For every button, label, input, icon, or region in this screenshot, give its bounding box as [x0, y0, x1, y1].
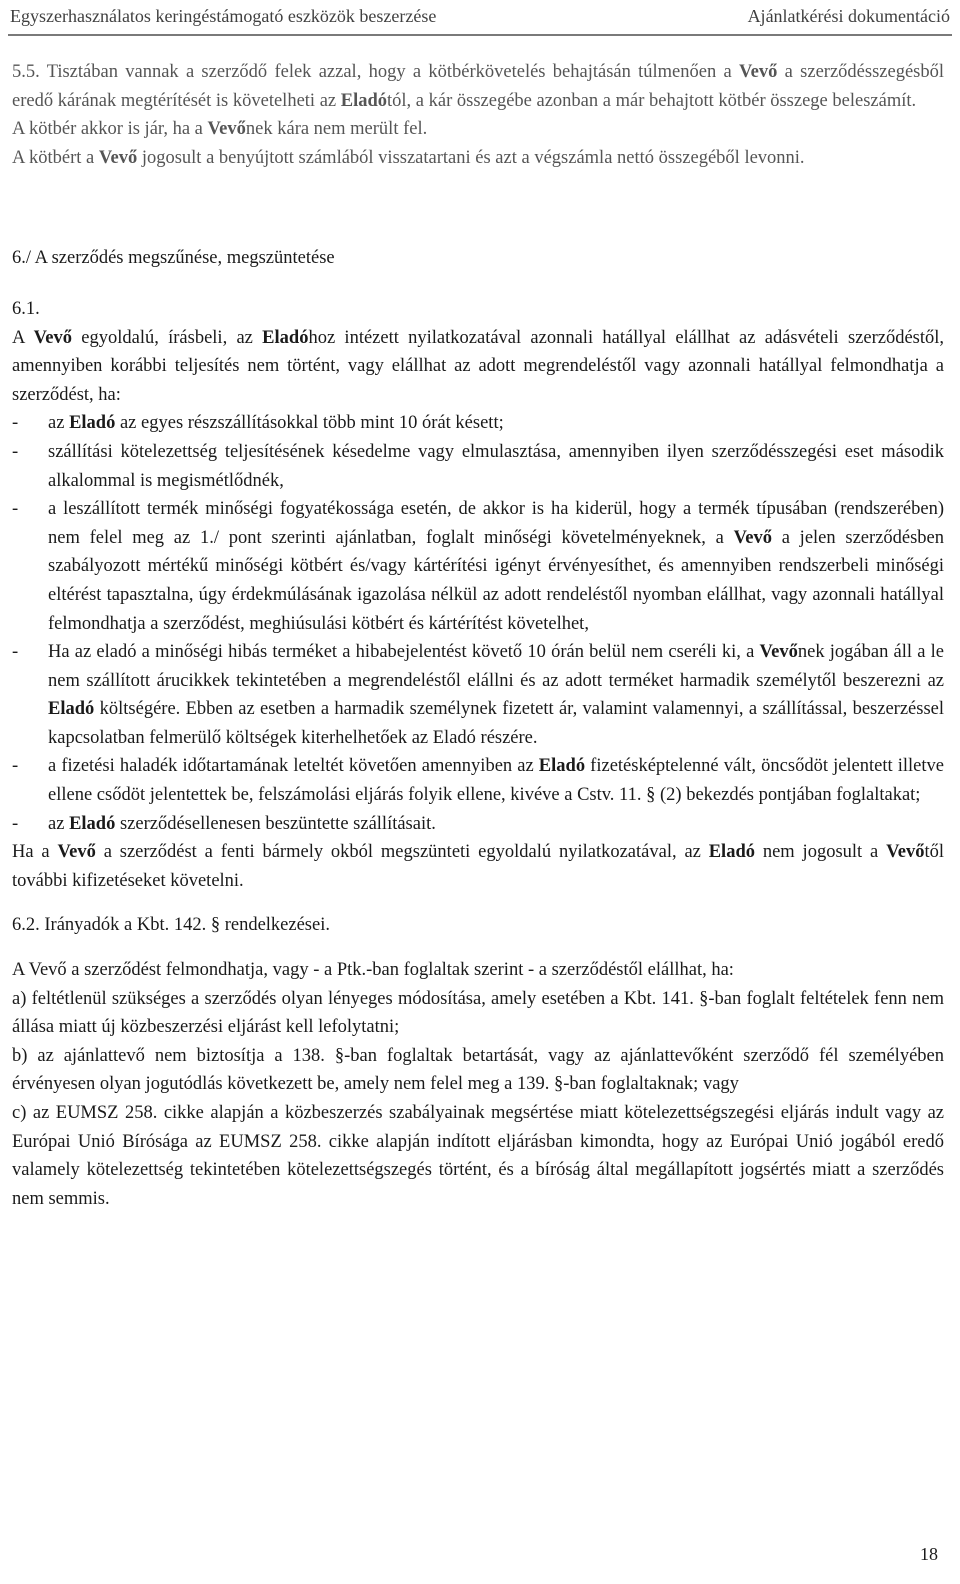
list-item: - az Eladó szerződésellenesen beszüntette szállításait. [12, 810, 944, 839]
section-6-1-number: 6.1. [12, 298, 40, 319]
list-item: - Ha az eladó a minőségi hibás terméket a hibabejelentést követő 10 órán belül nem cseréli ki, a Vevőnek jogában áll a le nem szállított árucikkek tekintetében a megrendeléstől elállni és az adott terméket harmadik személytől beszerezni az Eladó költségére. Ebben az esetben a harmadik személynek fizetett ár, valamint valamennyi, a szállítással, beszerzéssel kapcsolatban felmerülő költségek kiterhelhetőek az Eladó részére. [12, 638, 944, 752]
list-dash: - [12, 441, 19, 462]
list-dash: - [12, 756, 19, 777]
point-a: a) feltétlenül szükséges a szerződés olyan lényeges módosítása, amely esetében a Kbt. 141. §-ban foglalt feltételek fenn nem állása miatt új közbeszerzési eljárást kell lefolytatni; [12, 988, 944, 1038]
kotber-jar-text: A kötbér akkor is jár, ha a Vevőnek kára nem merült fel. [12, 119, 428, 140]
header-document-title: Egyszerhasználatos keringéstámogató eszközök beszerzése [10, 6, 437, 26]
point-b: b) az ajánlattevő nem biztosítja a 138. §-ban foglaltak betartását, vagy az ajánlattevőként szerződő fél személyében érvényesen olyan jogutódlás következett be, amely nem felel meg a 139. §-ban foglaltaknak; vagy [12, 1045, 944, 1095]
list-dash: - [12, 499, 19, 520]
list-dash: - [12, 813, 19, 834]
list-item: - a leszállított termék minőségi fogyatékossága esetén, de akkor is ha kiderül, hogy a termék típusában (rendszerében) nem felel meg az 1./ pont szerinti ajánlatban, foglalt minőségi követelményeknek, a Vevő a jelen szerződésben szabályozott mértékű minőségi kötbért és/vagy kártérítési igényt érvényesíthet, és amennyiben rendszerbeli minőségi eltérést tapasztalna, úgy érdekmúlásának igazolása nélkül az adott rendeléstől nyomban elállhat, vagy azonnali hatállyal felmondhatja a szerződést, meghiúsulási kötbért és kártérítést követelhet, [12, 495, 944, 638]
section-5-5 [12, 58, 944, 172]
list-dash: - [12, 642, 19, 663]
section-5-5-text: 5.5. Tisztában vannak a szerződő felek azzal, hogy a kötbérkövetelés behajtásán túlmenően a Vevő a szerződésszegésből eredő kárának megtérítését is követelheti az Eladótól, a kár összegébe azonban a már behajtott kötbér összege beleszámít. [12, 62, 944, 111]
list-dash: - [12, 413, 19, 434]
list-item: - az Eladó az egyes részszállításokkal több mint 10 órát késett; [12, 409, 944, 438]
section-6-1-intro: A Vevő egyoldalú, írásbeli, az Eladóhoz intézett nyilatkozatával azonnali hatállyal elállhat az adásvételi szerződéstől, amennyiben korábbi teljesítés nem történt, vagy elállhat az adott megrendeléstől vagy azonnali hatállyal felmondhatja a szerződést, ha: [12, 327, 945, 405]
section-6-1-closing: Ha a Vevő a szerződést a fenti bármely okból megszünteti egyoldalú nyilatkozatával, az Eladó nem jogosult a Vevőtől további kifizetéseket követelni. [12, 842, 944, 891]
page-header [8, 0, 952, 36]
list-item: - a fizetési haladék időtartamának leteltét követően amennyiben az Eladó fizetésképtelenné vált, öncsődöt jelentett illetve ellene csődöt jelentettek be, felszámolási eljárás folyik ellene, kivéve a Cstv. 11. § (2) bekezdés pontjában foglaltakat; [12, 752, 944, 809]
document-body [12, 58, 944, 1213]
header-divider [8, 34, 952, 36]
page-number: 18 [920, 1544, 938, 1564]
point-c: c) az EUMSZ 258. cikke alapján a közbeszerzés szabályainak megsértése miatt kötelezettségszegési eljárás indult vagy az Európai Unió Bírósága az EUMSZ 258. cikke alapján indított eljárásban kimondta, hogy az Európai Unió jogából eredő valamely kötelezettség tekintetében kötelezettségszegés történt, és a bíróság által megállapított jogsértés miatt a szerződés nem semmis. [12, 1103, 944, 1209]
section-6-title: 6./ A szerződés megszűnése, megszüntetése [12, 248, 335, 269]
list-item: - szállítási kötelezettség teljesítésének késedelme vagy elmulasztása, amennyiben ilyen szerződésszegési eset második alkalommal is megismétlődnék, [12, 438, 944, 495]
kotber-visszatartas-text: A kötbért a Vevő jogosult a benyújtott számlából visszatartani és azt a végszámla nettó összegéből levonni. [12, 147, 805, 168]
felmondas-intro: A Vevő a szerződést felmondhatja, vagy - a Ptk.-ban foglaltak szerint - a szerződéstől elállhat, ha: [12, 960, 734, 981]
section-6-2: 6.2. Irányadók a Kbt. 142. § rendelkezései. [12, 915, 330, 936]
header-document-type: Ajánlatkérési dokumentáció [747, 6, 950, 26]
